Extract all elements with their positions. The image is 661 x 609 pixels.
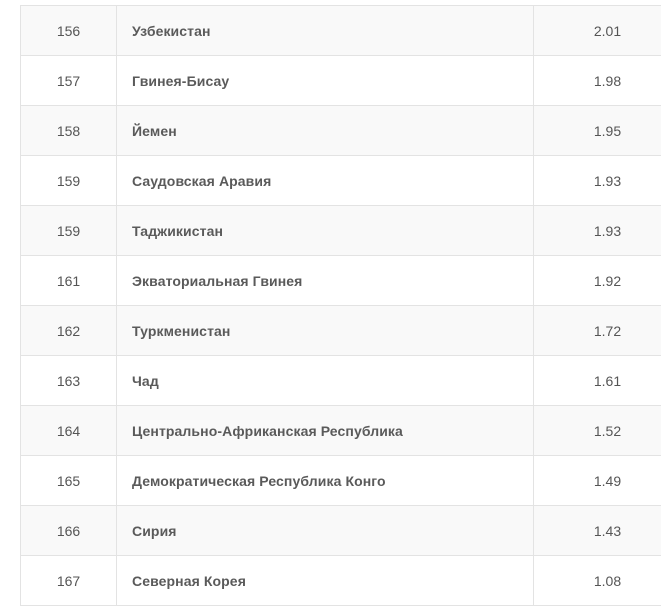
value-cell: 1.72 xyxy=(534,306,661,356)
table-row xyxy=(21,6,661,56)
table-row xyxy=(21,406,661,456)
country-cell: Саудовская Аравия xyxy=(117,156,534,206)
value-cell: 1.95 xyxy=(534,106,661,156)
table-row xyxy=(21,206,661,256)
table-row xyxy=(21,506,661,556)
table-row xyxy=(21,256,661,306)
rank-cell: 165 xyxy=(21,456,117,506)
country-cell: Северная Корея xyxy=(117,556,534,606)
table-row xyxy=(21,456,661,506)
value-cell: 1.61 xyxy=(534,356,661,406)
table-row xyxy=(21,106,661,156)
value-cell: 1.92 xyxy=(534,256,661,306)
table-row xyxy=(21,356,661,406)
rank-cell: 156 xyxy=(21,6,117,56)
table-row xyxy=(21,306,661,356)
country-cell: Йемен xyxy=(117,106,534,156)
value-cell: 1.93 xyxy=(534,156,661,206)
rank-cell: 157 xyxy=(21,56,117,106)
value-cell: 1.43 xyxy=(534,506,661,556)
rank-cell: 166 xyxy=(21,506,117,556)
value-cell: 1.93 xyxy=(534,206,661,256)
country-cell: Туркменистан xyxy=(117,306,534,356)
value-cell: 1.98 xyxy=(534,56,661,106)
country-cell: Сирия xyxy=(117,506,534,556)
rank-cell: 161 xyxy=(21,256,117,306)
rank-cell: 164 xyxy=(21,406,117,456)
rank-cell: 159 xyxy=(21,156,117,206)
value-cell: 1.52 xyxy=(534,406,661,456)
table-row xyxy=(21,56,661,106)
country-cell: Чад xyxy=(117,356,534,406)
value-cell: 2.01 xyxy=(534,6,661,56)
ranking-table-body xyxy=(21,6,661,606)
country-cell: Экваториальная Гвинея xyxy=(117,256,534,306)
rank-cell: 163 xyxy=(21,356,117,406)
country-cell: Центрально-Африканская Республика xyxy=(117,406,534,456)
rank-cell: 162 xyxy=(21,306,117,356)
country-cell: Таджикистан xyxy=(117,206,534,256)
rank-cell: 167 xyxy=(21,556,117,606)
ranking-table-container xyxy=(20,5,661,606)
rank-cell: 158 xyxy=(21,106,117,156)
value-cell: 1.08 xyxy=(534,556,661,606)
table-row xyxy=(21,156,661,206)
country-cell: Гвинея-Бисау xyxy=(117,56,534,106)
rank-cell: 159 xyxy=(21,206,117,256)
value-cell: 1.49 xyxy=(534,456,661,506)
ranking-table xyxy=(20,5,661,606)
table-row xyxy=(21,556,661,606)
country-cell: Демократическая Республика Конго xyxy=(117,456,534,506)
country-cell: Узбекистан xyxy=(117,6,534,56)
